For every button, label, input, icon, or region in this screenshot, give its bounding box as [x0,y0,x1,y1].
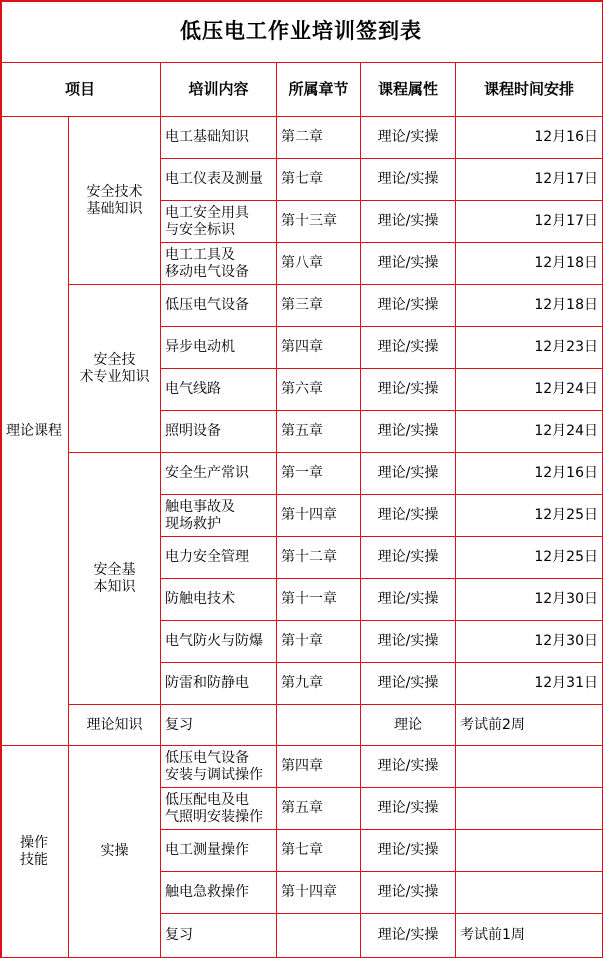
row-time [456,746,603,788]
row-content: 照明设备 [161,411,277,453]
row-attribute: 理论/实操 [361,788,456,830]
row-time [456,872,603,914]
row-content: 防触电技术 [161,579,277,621]
row-content: 电气线路 [161,369,277,411]
category-skills: 操作 技能 [0,746,69,958]
row-content: 电工测量操作 [161,830,277,872]
row-time: 12月31日 [456,663,603,705]
row-time: 12月24日 [456,411,603,453]
row-content: 电气防火与防爆 [161,621,277,663]
row-content: 低压电气设备 [161,285,277,327]
category-theory: 理论课程 [0,117,69,746]
row-chapter: 第八章 [277,243,361,285]
row-time: 12月17日 [456,201,603,243]
row-attribute: 理论 [361,705,456,746]
group-safety-tech-basics: 安全技术 基础知识 [69,117,161,285]
row-attribute: 理论/实操 [361,746,456,788]
row-attribute: 理论/实操 [361,243,456,285]
row-attribute: 理论/实操 [361,914,456,958]
header-item: 项目 [0,63,161,117]
row-time: 12月23日 [456,327,603,369]
row-chapter: 第九章 [277,663,361,705]
row-chapter: 第十二章 [277,537,361,579]
row-attribute: 理论/实操 [361,663,456,705]
page-title: 低压电工作业培训签到表 [0,0,603,63]
row-time: 考试前2周 [456,705,603,746]
row-attribute: 理论/实操 [361,117,456,159]
row-attribute: 理论/实操 [361,369,456,411]
row-attribute: 理论/实操 [361,830,456,872]
group-practice: 实操 [69,746,161,958]
row-content: 异步电动机 [161,327,277,369]
row-chapter: 第七章 [277,159,361,201]
row-chapter: 第十章 [277,621,361,663]
row-chapter: 第七章 [277,830,361,872]
row-content: 电工安全用具 与安全标识 [161,201,277,243]
row-content: 低压电气设备 安装与调试操作 [161,746,277,788]
row-attribute: 理论/实操 [361,285,456,327]
row-chapter: 第五章 [277,788,361,830]
row-content: 电力安全管理 [161,537,277,579]
row-chapter: 第一章 [277,453,361,495]
row-time: 12月16日 [456,453,603,495]
row-attribute: 理论/实操 [361,579,456,621]
row-content: 电工工具及 移动电气设备 [161,243,277,285]
row-attribute: 理论/实操 [361,201,456,243]
row-content: 复习 [161,705,277,746]
row-chapter: 第三章 [277,285,361,327]
row-chapter: 第四章 [277,746,361,788]
header-chapter: 所属章节 [277,63,361,117]
row-chapter: 第四章 [277,327,361,369]
row-time: 12月18日 [456,285,603,327]
row-content: 复习 [161,914,277,958]
row-chapter: 第十四章 [277,872,361,914]
row-attribute: 理论/实操 [361,495,456,537]
row-time [456,788,603,830]
row-attribute: 理论/实操 [361,621,456,663]
row-chapter: 第十一章 [277,579,361,621]
row-attribute: 理论/实操 [361,411,456,453]
row-attribute: 理论/实操 [361,159,456,201]
group-theory-knowledge: 理论知识 [69,705,161,746]
row-attribute: 理论/实操 [361,872,456,914]
row-chapter [277,705,361,746]
row-content: 触电事故及 现场救护 [161,495,277,537]
header-schedule: 课程时间安排 [456,63,603,117]
row-content: 防雷和防静电 [161,663,277,705]
row-time: 12月18日 [456,243,603,285]
row-content: 电工基础知识 [161,117,277,159]
row-content: 触电急救操作 [161,872,277,914]
group-safety-tech-professional: 安全技 术专业知识 [69,285,161,453]
row-time: 12月17日 [456,159,603,201]
row-chapter: 第二章 [277,117,361,159]
row-content: 低压配电及电 气照明安装操作 [161,788,277,830]
header-attribute: 课程属性 [361,63,456,117]
row-content: 安全生产常识 [161,453,277,495]
row-chapter: 第十三章 [277,201,361,243]
row-time: 考试前1周 [456,914,603,958]
group-safety-basics: 安全基 本知识 [69,453,161,705]
row-time: 12月30日 [456,579,603,621]
row-content: 电工仪表及测量 [161,159,277,201]
row-chapter: 第六章 [277,369,361,411]
row-time: 12月16日 [456,117,603,159]
row-chapter: 第五章 [277,411,361,453]
row-attribute: 理论/实操 [361,453,456,495]
row-time: 12月25日 [456,537,603,579]
row-time: 12月30日 [456,621,603,663]
row-attribute: 理论/实操 [361,537,456,579]
row-time: 12月24日 [456,369,603,411]
row-time: 12月25日 [456,495,603,537]
row-attribute: 理论/实操 [361,327,456,369]
row-time [456,830,603,872]
row-chapter [277,914,361,958]
row-chapter: 第十四章 [277,495,361,537]
header-content: 培训内容 [161,63,277,117]
